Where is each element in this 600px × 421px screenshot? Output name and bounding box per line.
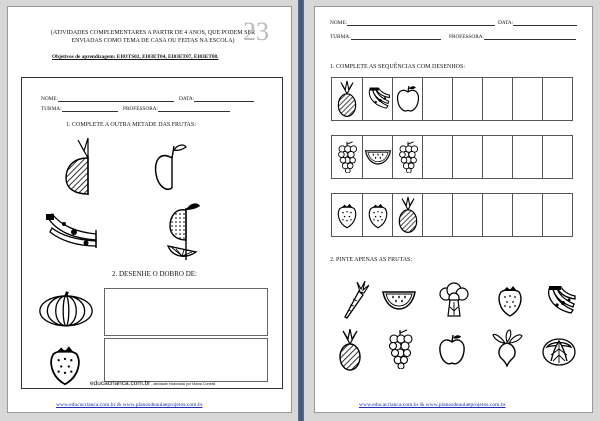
watermelon-icon — [364, 148, 392, 166]
class-line — [62, 111, 118, 112]
instruction-1: 1. COMPLETE A OUTRA METADE DAS FRUTAS: — [66, 122, 196, 128]
drawing-box-strawberry[interactable] — [104, 338, 268, 382]
name-field — [330, 20, 495, 26]
sequence-cell-empty[interactable] — [512, 78, 542, 120]
pineapple-half-icon — [54, 138, 90, 196]
sequence-cell — [362, 78, 392, 120]
instruction-2: 2. DESENHE O DOBRO DE: — [112, 270, 197, 278]
class-field — [41, 106, 118, 112]
date-field — [179, 96, 254, 102]
sequence-cell-empty[interactable] — [542, 78, 572, 120]
name-line — [347, 25, 495, 26]
class-line — [351, 39, 441, 40]
name-line — [58, 101, 174, 102]
date-field — [498, 20, 577, 26]
sequence-cell — [362, 194, 392, 236]
sequence-cell-empty[interactable] — [482, 78, 512, 120]
class-field — [330, 34, 441, 40]
watermelon-icon[interactable] — [381, 289, 417, 311]
banana-icon[interactable] — [543, 285, 577, 317]
teacher-field — [449, 34, 576, 40]
sequence-row-1 — [331, 77, 573, 121]
sequence-cell — [392, 136, 422, 178]
grapes-icon — [396, 140, 420, 174]
sequence-cell-empty[interactable] — [422, 194, 452, 236]
date-line — [194, 101, 254, 102]
sequence-cell-empty[interactable] — [512, 194, 542, 236]
banana-half-icon — [46, 210, 100, 250]
strawberry-icon[interactable] — [495, 283, 525, 317]
pumpkin-icon — [38, 290, 94, 328]
sequence-cell-empty[interactable] — [422, 136, 452, 178]
sequence-row-2 — [331, 135, 573, 179]
learning-objectives: Objetivos de aprendizagem: EI03TS02, EI03ET04, EI03ET07, EI03ET08. — [52, 54, 219, 60]
teacher-field — [123, 106, 230, 112]
date-label: DATA: — [498, 20, 514, 26]
sequence-cell-empty[interactable] — [452, 78, 482, 120]
left-worksheet-page — [7, 6, 292, 413]
page-number: 23 — [243, 17, 269, 46]
class-label: TURMA: — [41, 106, 62, 112]
instruction-1: 1. COMPLETE AS SEQUÊNCIAS COM DESENHOS: — [330, 64, 466, 70]
sequence-cell-empty[interactable] — [542, 136, 572, 178]
teacher-label: PROFESSORA: — [449, 34, 485, 40]
sequence-cell — [332, 136, 362, 178]
beet-icon[interactable] — [491, 329, 523, 367]
sequence-cell — [392, 78, 422, 120]
sequence-cell — [332, 194, 362, 236]
strawberry-icon — [335, 201, 359, 229]
date-line — [513, 25, 577, 26]
sequence-cell — [392, 194, 422, 236]
sequence-cell-empty[interactable] — [542, 194, 572, 236]
page-divider — [298, 0, 304, 421]
sequence-cell-empty[interactable] — [452, 136, 482, 178]
credit-line — [90, 380, 215, 387]
pineapple-icon — [395, 196, 421, 234]
carrot-icon[interactable] — [339, 281, 369, 319]
teacher-line — [158, 111, 230, 112]
instruction-2: 2. PINTE APENAS AS FRUTAS: — [330, 257, 413, 263]
banana-icon — [365, 86, 391, 112]
worksheet-frame — [21, 77, 283, 389]
apple-half-icon — [152, 138, 188, 194]
sequence-cell-empty[interactable] — [512, 136, 542, 178]
footer-links[interactable]: www.educacrianca.com.br & www.planosdeaulaeprojetos.com.br — [56, 402, 203, 408]
broccoli-icon[interactable] — [437, 282, 471, 318]
right-worksheet-page — [314, 6, 593, 413]
teacher-line — [484, 39, 576, 40]
credit-site: educacrianca.com.br — [90, 380, 151, 387]
apple-icon[interactable] — [437, 333, 467, 367]
pineapple-icon — [334, 80, 360, 118]
pineapple-icon[interactable] — [335, 329, 365, 371]
sequence-cell-empty[interactable] — [452, 194, 482, 236]
strawberry-icon — [366, 201, 390, 229]
credit-note: - atividade elaborada por Maina Coneati — [150, 382, 216, 386]
footer-links[interactable]: www.educacrianca.com.br & www.planosdeaulaeprojetos.com.br — [359, 402, 506, 408]
sequence-cell-empty[interactable] — [482, 194, 512, 236]
drawing-box-pumpkin[interactable] — [104, 288, 268, 336]
class-label: TURMA: — [330, 34, 351, 40]
orange-half-icon — [162, 200, 208, 262]
name-label: NOME: — [41, 96, 59, 102]
teacher-label: PROFESSORA: — [123, 106, 159, 112]
sequence-cell — [332, 78, 362, 120]
sequence-cell-empty[interactable] — [422, 78, 452, 120]
grapes-icon[interactable] — [385, 329, 415, 369]
sequence-cell — [362, 136, 392, 178]
name-field — [41, 96, 174, 102]
date-label: DATA: — [179, 96, 195, 102]
name-label: NOME: — [330, 20, 348, 26]
header-text: (ATIVIDADES COMPLEMENTARES A PARTIR DE 4 ANOS, QUE PODEM SER ENVIADAS COMO TEMA DE CASA OU FEITAS NA ESCOLA) — [50, 30, 256, 44]
grapes-icon — [335, 140, 359, 174]
apple-icon — [395, 84, 421, 114]
strawberry-icon — [46, 342, 84, 386]
cabbage-icon[interactable] — [541, 335, 577, 367]
sequence-cell-empty[interactable] — [482, 136, 512, 178]
sequence-row-3 — [331, 193, 573, 237]
